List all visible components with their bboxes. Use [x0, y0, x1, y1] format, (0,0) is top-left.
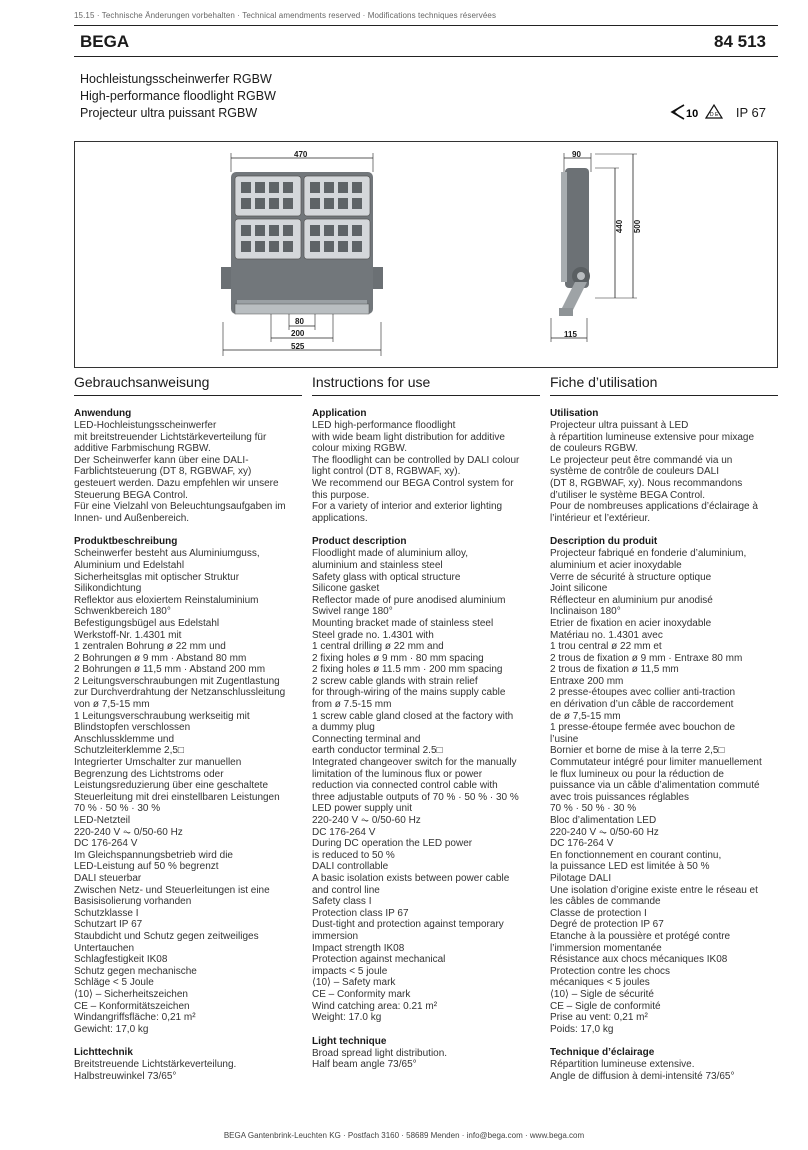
- text-line: Inclinaison 180°: [550, 606, 621, 618]
- text-line: and control line: [312, 884, 380, 896]
- text-line: Leistungsreduzierung über eine geschaltete: [74, 780, 269, 792]
- text-line: Degré de protection IP 67: [550, 919, 664, 931]
- text-line: Protection class IP 67: [312, 907, 409, 919]
- text-line: Impact strength IK08: [312, 942, 405, 954]
- column-heading: Instructions for use: [312, 374, 540, 396]
- text-line: LED-Netzteil: [74, 815, 131, 826]
- text-line: CE – Konformitätszeichen: [74, 1000, 190, 1012]
- text-line: système de contrôle de couleurs DALI: [550, 466, 719, 478]
- column-heading: Gebrauchsanweisung: [74, 374, 302, 396]
- column-french: [550, 374, 778, 1082]
- text-line: 2 Bohrungen ø 9 mm · Abstand 80 mm: [74, 652, 247, 664]
- text-line: Befestigungsbügel aus Edelstahl: [74, 617, 220, 629]
- text-line: 1 screw cable gland closed at the factory with: [312, 710, 514, 722]
- text-line: Für eine Vielzahl von Beleuchtungsaufgaben im: [74, 501, 286, 513]
- text-line: 2 Bohrungen ø 11,5 mm · Abstand 200 mm: [74, 664, 266, 676]
- text-line: additive Farbmischung RGBW.: [74, 443, 211, 455]
- text-line: Dust-tight and protection against temporary: [312, 919, 504, 931]
- text-line: Anschlussklemme und: [74, 733, 175, 745]
- text-line: Swivel range 180°: [312, 606, 393, 618]
- section-application: [550, 408, 778, 524]
- text-line: a dummy plug: [312, 722, 375, 734]
- text-line: Schutzleiterklemme 2,5□: [74, 745, 184, 757]
- text-line: three adjustable outputs of 70 % · 50 % · 30 %: [312, 791, 519, 803]
- floodlight-drawing-icon: [75, 142, 777, 367]
- text-line: LED-Leistung auf 50 % begrenzt: [74, 861, 219, 873]
- text-line: Schutzart IP 67: [74, 919, 143, 931]
- text-line: aluminium et acier inoxydable: [550, 559, 682, 571]
- title-de: Hochleistungsscheinwerfer RGBW: [80, 72, 272, 86]
- text-line: le flux lumineux ou pour la réduction de: [550, 768, 724, 780]
- text-line: Steuerleitung mit drei einstellbaren Leistungen: [74, 791, 280, 803]
- text-line: Basisisolierung vorhanden: [74, 896, 192, 908]
- text-line: Une isolation d’origine existe entre le réseau et: [550, 884, 758, 896]
- text-line: Wind catching area: 0.21 m²: [312, 1000, 438, 1012]
- text-line: is reduced to 50 %: [312, 849, 395, 861]
- text-line: Le projecteur peut être commandé via un: [550, 454, 733, 466]
- ip-rating: IP 67: [735, 104, 766, 120]
- column-german: [74, 374, 302, 1082]
- text-line: 2 trous de fixation ø 9 mm · Entraxe 80 mm: [550, 652, 743, 664]
- dim-height-total: 500: [633, 219, 643, 234]
- section-title: Utilisation: [550, 408, 599, 419]
- dim-depth-top: 90: [572, 150, 581, 159]
- revision-note: 15.15 · Technische Änderungen vorbehalten · Technical amendments reserved · Modifications techniques réservées: [74, 11, 497, 20]
- text-line: aluminium and stainless steel: [312, 559, 443, 571]
- text-line: à répartition lumineuse extensive pour mixage: [550, 431, 754, 443]
- text-line: en dérivation d’un câble de raccordement: [550, 699, 734, 711]
- text-line: mit breitstreuender Lichtstärkeverteilung für: [74, 431, 267, 443]
- text-line: CE – Conformity mark: [312, 988, 411, 1000]
- column-heading: Fiche d’utilisation: [550, 374, 778, 396]
- text-line: von ø 7,5-15 mm: [74, 699, 150, 711]
- text-line: We recommend our BEGA Control system for: [312, 477, 514, 489]
- text-line: 220-240 V ⏦ 0/50-60 Hz: [74, 826, 183, 838]
- text-line: Reflector made of pure anodised aluminium: [312, 594, 506, 606]
- text-line: zur Durchverdrahtung der Netzanschlussleitung: [74, 687, 286, 699]
- text-line: l’intérieur et l’extérieur.: [550, 512, 651, 524]
- text-line: Prise au vent: 0,21 m²: [550, 1012, 648, 1024]
- text-line: Schutz gegen mechanische: [74, 965, 197, 977]
- text-line: 220-240 V ⏦ 0/50-60 Hz: [312, 815, 421, 826]
- text-line: (DT 8, RGBWAF, xy). Nous recommandons: [550, 477, 743, 489]
- section-title: Produktbeschreibung: [74, 536, 178, 548]
- text-line: Scheinwerfer besteht aus Aluminiumguss,: [74, 548, 260, 560]
- text-line: with wide beam light distribution for additive: [312, 431, 505, 443]
- text-line: Poids: 17,0 kg: [550, 1023, 614, 1035]
- text-line: Integrierter Umschalter zur manuellen: [74, 757, 242, 769]
- text-line: Connecting terminal and: [312, 733, 421, 745]
- text-line: l’immersion momentanée: [550, 942, 662, 954]
- text-line: d’utiliser le système BEGA Control.: [550, 489, 706, 501]
- text-line: A basic isolation exists between power cable: [312, 872, 510, 884]
- text-line: ⟨10⟩ – Safety mark: [312, 977, 396, 989]
- text-line: l’usine: [550, 733, 579, 745]
- text-line: Safety glass with optical structure: [312, 571, 461, 583]
- text-line: Safety class I: [312, 896, 372, 908]
- text-line: de couleurs RGBW.: [550, 443, 638, 455]
- text-line: Integrated changeover switch for the manually: [312, 757, 517, 769]
- text-line: 1 central drilling ø 22 mm and: [312, 641, 444, 653]
- text-line: puissance via un câble d’alimentation commuté: [550, 780, 760, 792]
- article-number: 84 513: [714, 32, 766, 51]
- text-line: 2 Leitungsverschraubungen mit Zugentlastung: [74, 675, 280, 687]
- dimension-drawing: [74, 141, 778, 368]
- text-line: Begrenzung des Lichtstroms oder: [74, 768, 224, 780]
- dim-bracket-525: 525: [291, 342, 305, 351]
- text-line: ⟨10⟩ – Sicherheitszeichen: [74, 988, 188, 1000]
- text-line: Verre de sécurité à structure optique: [550, 571, 712, 583]
- text-line: Etrier de fixation en acier inoxydable: [550, 617, 712, 629]
- dim-base-115: 115: [564, 330, 577, 339]
- text-line: Silikondichtung: [74, 583, 142, 595]
- section-body: [550, 548, 778, 1035]
- dim-bracket-80: 80: [295, 317, 304, 326]
- section-application: [74, 408, 302, 524]
- section-title: Lichttechnik: [74, 1047, 133, 1059]
- dim-width-front: 470: [294, 150, 308, 159]
- text-line: Windangriffsfläche: 0,21 m²: [74, 1012, 196, 1024]
- text-line: Projecteur fabriqué en fonderie d’aluminium,: [550, 548, 747, 560]
- footer-address: BEGA Gantenbrink-Leuchten KG · Postfach 3160 · 58689 Menden · info@bega.com · www.bega.com: [223, 1131, 585, 1140]
- text-line: Etanche à la poussière et protégé contre: [550, 930, 731, 942]
- text-line: Aluminium und Edelstahl: [74, 559, 185, 571]
- text-line: Bloc d’alimentation LED: [550, 815, 657, 826]
- text-line: For a variety of interior and exterior lighting: [312, 501, 503, 513]
- text-line: Sicherheitsglas mit optischer Struktur: [74, 571, 240, 583]
- text-line: ⟨10⟩ – Sigle de sécurité: [550, 988, 654, 1000]
- text-line: 2 screw cable glands with strain relief: [312, 675, 478, 687]
- enec-safety-mark-icon: [670, 103, 728, 121]
- text-line: Réflecteur en aluminium pur anodisé: [550, 594, 713, 606]
- text-line: Gewicht: 17,0 kg: [74, 1023, 149, 1035]
- mark-number: 10: [685, 108, 699, 120]
- section-description: [312, 536, 540, 1023]
- text-line: Der Scheinwerfer kann über eine DALI-: [74, 454, 249, 466]
- brand-name: BEGA: [80, 32, 130, 51]
- product-titles: [80, 71, 276, 122]
- text-line: Steel grade no. 1.4301 with: [312, 629, 434, 641]
- text-line: Bornier et borne de mise à la terre 2,5□: [550, 745, 725, 757]
- text-line: Commutateur intégré pour limiter manuellement: [550, 757, 762, 769]
- text-line: DC 176-264 V: [312, 826, 376, 838]
- title-fr: Projecteur ultra puissant RGBW: [80, 106, 258, 120]
- text-line: applications.: [312, 512, 368, 524]
- section-body: [74, 1059, 302, 1082]
- text-line: 70 % · 50 % · 30 %: [550, 803, 637, 815]
- text-line: Broad spread light distribution.: [312, 1047, 448, 1059]
- text-line: Im Gleichspannungsbetrieb wird die: [74, 849, 233, 861]
- text-line: Werkstoff-Nr. 1.4301 mit: [74, 629, 182, 641]
- text-line: for through-wiring of the mains supply cable: [312, 687, 506, 699]
- text-line: Steuerung BEGA Control.: [74, 489, 188, 501]
- section-description: [74, 536, 302, 1035]
- text-line: 1 Leitungsverschraubung werkseitig mit: [74, 710, 250, 722]
- section-application: [312, 408, 540, 524]
- text-line: les câbles de commande: [550, 896, 661, 908]
- text-line: avec trois puissances réglables: [550, 791, 689, 803]
- text-line: 2 trous de fixation ø 11,5 mm: [550, 664, 679, 676]
- section-body: [312, 548, 540, 1023]
- text-line: Projecteur ultra puissant à LED: [550, 420, 689, 431]
- text-line: la puissance LED est limitée à 50 %: [550, 861, 710, 873]
- section-title: Light technique: [312, 1035, 387, 1047]
- text-line: Angle de diffusion à demi-intensité 73/65°: [550, 1070, 735, 1082]
- section-title: Technique d’éclairage: [550, 1047, 655, 1059]
- section-light: [312, 1036, 540, 1071]
- section-body: [550, 1059, 778, 1082]
- text-line: DALI controllable: [312, 861, 389, 873]
- text-line: colour mixing RGBW.: [312, 443, 408, 455]
- section-title: Application: [312, 408, 367, 419]
- text-line: Halbstreuwinkel 73/65°: [74, 1070, 177, 1082]
- text-line: 1 presse-étoupe fermée avec bouchon de: [550, 722, 736, 734]
- text-line: Schwenkbereich 180°: [74, 606, 171, 618]
- text-line: Half beam angle 73/65°: [312, 1059, 417, 1071]
- text-line: DC 176-264 V: [550, 838, 614, 850]
- section-light: [550, 1047, 778, 1082]
- section-body: [550, 420, 778, 524]
- section-body: [74, 420, 302, 524]
- section-body: [74, 548, 302, 1035]
- text-line: Schläge < 5 Joule: [74, 977, 154, 989]
- text-line: limitation of the luminous flux or power: [312, 768, 483, 780]
- svg-text:D E: D E: [709, 112, 719, 118]
- text-line: Breitstreuende Lichtstärkeverteilung.: [74, 1059, 237, 1071]
- text-line: Résistance aux chocs mécaniques IK08: [550, 954, 728, 966]
- text-line: DALI steuerbar: [74, 872, 142, 884]
- text-line: immersion: [312, 930, 359, 942]
- text-line: Protection contre les chocs: [550, 965, 671, 977]
- text-line: 70 % · 50 % · 30 %: [74, 803, 161, 815]
- text-line: Mounting bracket made of stainless steel: [312, 617, 494, 629]
- text-line: LED high-performance floodlight: [312, 420, 456, 431]
- text-line: light control (DT 8, RGBWAF, xy).: [312, 466, 461, 478]
- text-line: 2 presse-étoupes avec collier anti-traction: [550, 687, 736, 699]
- text-line: earth conductor terminal 2.5□: [312, 745, 443, 757]
- text-line: Blindstopfen verschlossen: [74, 722, 191, 734]
- section-title: Anwendung: [74, 408, 132, 419]
- text-line: 1 zentralen Bohrung ø 22 mm und: [74, 641, 226, 653]
- text-line: Floodlight made of aluminium alloy,: [312, 548, 469, 560]
- text-line: Weight: 17.0 kg: [312, 1012, 382, 1024]
- header-rule: [74, 56, 778, 57]
- text-line: Silicone gasket: [312, 583, 380, 595]
- text-line: Entraxe 200 mm: [550, 675, 624, 687]
- text-line: Untertauchen: [74, 942, 135, 954]
- text-line: Pour de nombreuses applications d’éclairage à: [550, 501, 758, 513]
- text-line: Matériau no. 1.4301 avec: [550, 629, 663, 641]
- section-title: Description du produit: [550, 536, 658, 548]
- text-line: de ø 7,5-15 mm: [550, 710, 621, 722]
- text-line: 2 fixing holes ø 11.5 mm · 200 mm spacing: [312, 664, 503, 676]
- text-line: Schutzklasse I: [74, 907, 139, 919]
- top-rule: [74, 25, 778, 26]
- text-line: Classe de protection I: [550, 907, 647, 919]
- text-line: En fonctionnement en courant continu,: [550, 849, 722, 861]
- text-line: Farblichtsteuerung (DT 8, RGBWAF, xy): [74, 466, 252, 478]
- text-line: During DC operation the LED power: [312, 838, 473, 850]
- text-line: Joint silicone: [550, 583, 608, 595]
- text-line: reduction via connected control cable with: [312, 780, 498, 792]
- text-line: 2 fixing holes ø 9 mm · 80 mm spacing: [312, 652, 484, 664]
- text-line: Protection against mechanical: [312, 954, 446, 966]
- text-line: DC 176-264 V: [74, 838, 138, 850]
- text-line: The floodlight can be controlled by DALI colour: [312, 454, 520, 466]
- text-line: mécaniques < 5 joules: [550, 977, 650, 989]
- column-english: [312, 374, 540, 1071]
- certification-marks: [670, 103, 766, 121]
- text-line: impacts < 5 joule: [312, 965, 388, 977]
- text-line: from ø 7.5-15 mm: [312, 699, 392, 711]
- title-en: High-performance floodlight RGBW: [80, 89, 276, 103]
- text-line: 1 trou central ø 22 mm et: [550, 641, 662, 653]
- text-line: Pilotage DALI: [550, 872, 612, 884]
- section-description: [550, 536, 778, 1035]
- section-light: [74, 1047, 302, 1082]
- text-line: CE – Sigle de conformité: [550, 1000, 661, 1012]
- text-line: gesteuert werden. Dazu empfehlen wir unsere: [74, 477, 279, 489]
- text-line: Reflektor aus eloxiertem Reinstaluminium: [74, 594, 259, 606]
- text-line: LED-Hochleistungsscheinwerfer: [74, 420, 217, 431]
- section-body: [312, 1048, 540, 1071]
- text-line: Répartition lumineuse extensive.: [550, 1059, 695, 1071]
- section-body: [312, 420, 540, 524]
- text-line: Innen- und Außenbereich.: [74, 512, 190, 524]
- text-line: Staubdicht und Schutz gegen zeitweiliges: [74, 930, 259, 942]
- text-line: LED power supply unit: [312, 803, 413, 815]
- text-line: 220-240 V ⏦ 0/50-60 Hz: [550, 826, 659, 838]
- dim-bracket-200: 200: [291, 329, 305, 338]
- text-line: this purpose.: [312, 489, 370, 501]
- text-line: Zwischen Netz- und Steuerleitungen ist eine: [74, 884, 270, 896]
- dim-height-inner: 440: [615, 219, 625, 234]
- text-line: Schlagfestigkeit IK08: [74, 954, 168, 966]
- section-title: Product description: [312, 536, 407, 548]
